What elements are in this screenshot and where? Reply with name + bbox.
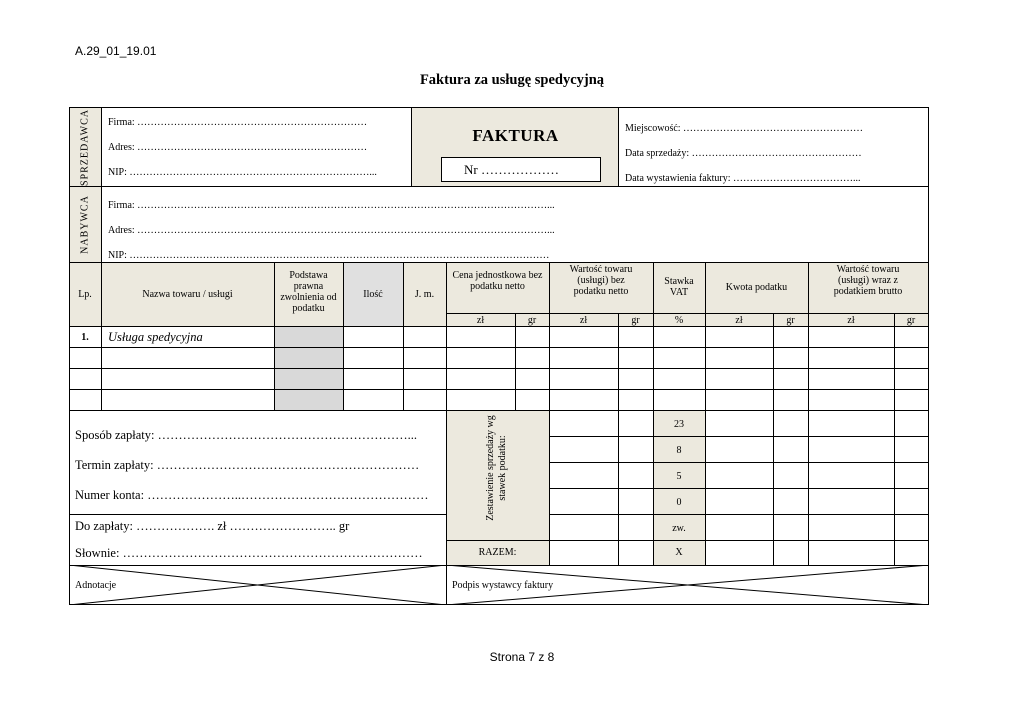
buyer-firma-field[interactable]: Firma: ……………………………………………………………………………………………………………... [108,200,555,211]
miejscowosc-field[interactable]: Miejscowość: ……………………………………………… [625,123,864,134]
seller-firma-field[interactable]: Firma: …………………………………………………………… [108,117,368,128]
buyer-side-label: NABYWCA [79,195,91,254]
document-code: A.29_01_19.01 [75,44,157,58]
adnotacje-label: Adnotacje [75,580,117,591]
invoice-number-field[interactable]: Nr ……………… [464,162,559,177]
row-lp: 1. [81,332,89,343]
header-cena: Cena jednostkowa bez podatku netto [452,270,543,292]
data-sprzedazy-field[interactable]: Data sprzedaży: …………………………………………… [625,148,862,159]
sposob-zaplaty-field[interactable]: Sposób zapłaty: ……………………………………………………... [75,428,418,442]
subheader-zl: zł [735,315,743,326]
subheader-gr: gr [906,315,916,326]
header-jm: J. m. [414,289,435,300]
termin-zaplaty-field[interactable]: Termin zapłaty: ……………………………………………………… [75,458,420,472]
seller-adres-field[interactable]: Adres: …………………………………………………………… [108,142,368,153]
data-wystawienia-field[interactable]: Data wystawienia faktury: ………………………………... [625,173,861,184]
do-zaplaty-field[interactable]: Do zapłaty: ………………. zł …………………….. gr [75,519,350,533]
rate-23: 23 [674,419,684,430]
summary-vertical-label: Zestawienie sprzedaży wg stawek podatku: [485,415,508,521]
header-lp: Lp. [78,289,92,300]
seller-side-label: SPRZEDAWCA [79,109,91,186]
header-nazwa: Nazwa towaru / usługi [142,289,233,300]
header-wartosc-brutto: Wartość towaru (usługi) wraz z podatkiem brutto [833,264,903,297]
buyer-adres-field[interactable]: Adres: ……………………………………………………………………………………………………………... [108,225,555,236]
adnotacje-cross [69,565,446,605]
subheader-zl: zł [476,315,485,326]
rate-8: 8 [676,445,682,456]
buyer-nip-field[interactable]: NIP: ……………………………………………………………………………………………………………… [108,250,550,261]
rate-5: 5 [676,471,682,482]
header-wartosc-netto: Wartość towaru (usługi) bez podatku netto [569,264,633,297]
razem-label: RAZEM: [478,547,517,558]
faktura-heading: FAKTURA [472,126,559,145]
subheader-zl: zł [579,315,588,326]
subheader-percent: % [674,315,684,326]
row-item-name[interactable]: Usługa spedycyjna [108,330,203,344]
header-kwota: Kwota podatku [725,282,788,293]
subheader-zl: zł [847,315,855,326]
subheader-gr: gr [527,315,537,326]
header-ilosc: Ilość [363,289,383,300]
rate-0: 0 [676,497,682,508]
subheader-gr: gr [631,315,640,326]
header-stawka: Stawka VAT [664,276,694,298]
numer-konta-field[interactable]: Numer konta: …………………..……………………………………… [75,488,429,502]
page-title: Faktura za usługę spedycyjną [419,72,605,88]
seller-nip-field[interactable]: NIP: ………………………………………………………………... [108,167,377,178]
razem-rate: X [675,547,683,558]
page-number: Strona 7 z 8 [489,650,555,664]
invoice-number-box[interactable] [441,157,601,182]
slownie-field[interactable]: Słownie: ……………………………………………………………… [75,546,423,560]
podpis-label: Podpis wystawcy faktury [452,580,554,591]
subheader-gr: gr [786,315,795,326]
header-podstawa: Podstawa prawna zwolnienia od podatku [280,270,337,314]
rate-zw: zw. [672,523,686,534]
